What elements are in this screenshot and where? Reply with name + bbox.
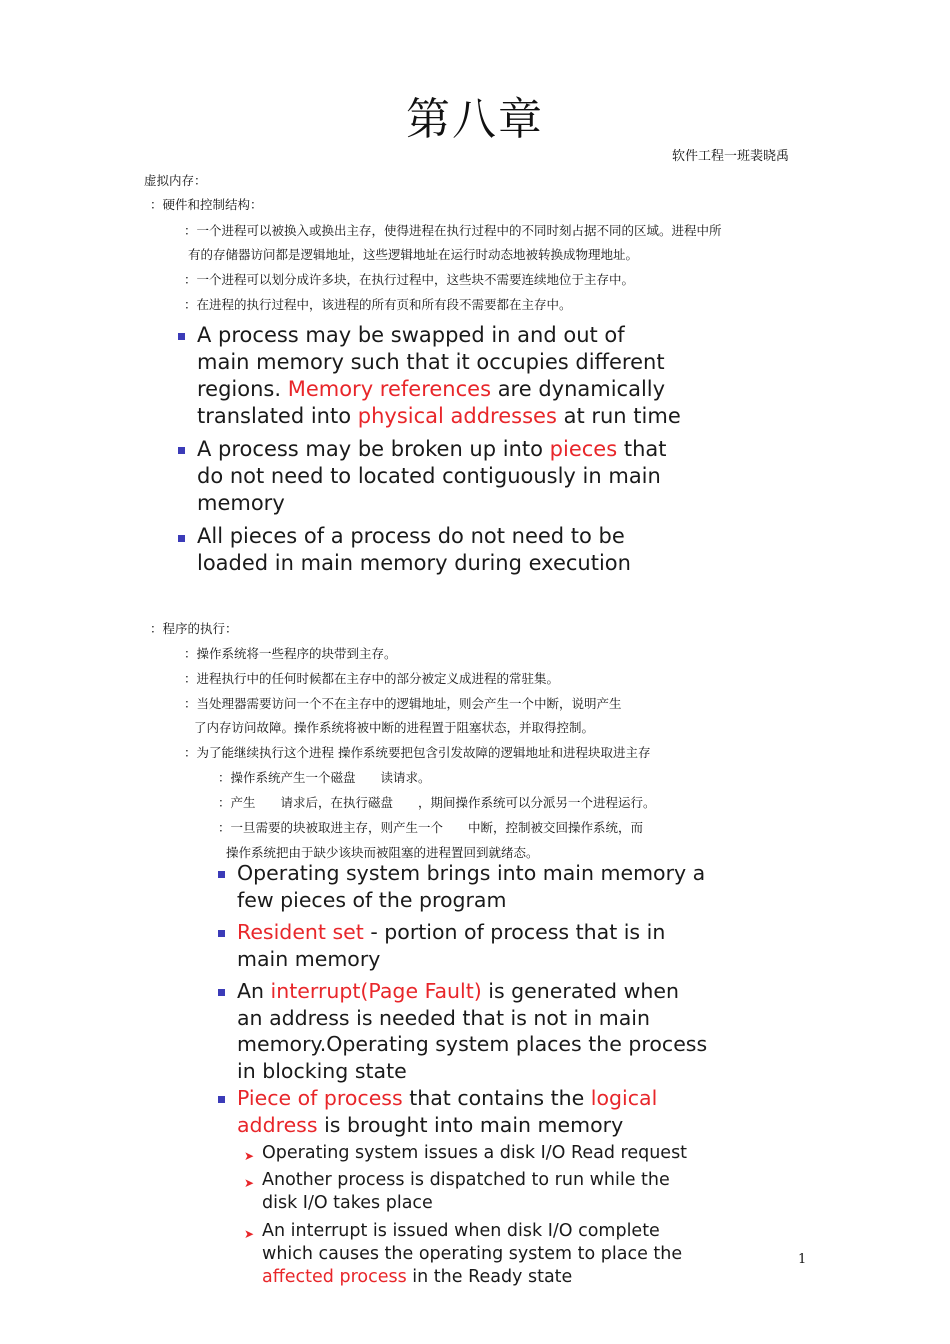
page-title: 第八章	[406, 94, 544, 145]
paragraph-q2: ：进程执行中的任何时候都在主存中的部分被定义成进程的常驻集。	[184, 671, 560, 686]
paragraph-q4: ：为了能继续执行这个进程 操作系统要把包含引发故障的逻辑地址和进程块取进主存	[184, 745, 651, 760]
paragraph-q3-cont: 了内存访问故障。操作系统将被中断的进程置于阻塞状态，并取得控制。	[194, 720, 595, 735]
bullet-icon	[218, 871, 225, 878]
slide2-bullet-1: Operating system brings into main memory a few pieces of the program	[237, 861, 706, 912]
paragraph-1: ：一个进程可以被换入或换出主存，使得进程在执行过程中的不同时刻占据不同的区域。进程中所	[184, 223, 722, 238]
bullet-icon	[218, 930, 225, 937]
slide2-sub-2: Another process is dispatched to run while the disk I/O takes place	[262, 1170, 670, 1213]
arrow-bullet-icon: ➤	[244, 1227, 255, 1241]
paragraph-q3: ：当处理器需要访问一个不在主存中的逻辑地址，则会产生一个中断，说明产生	[184, 696, 622, 711]
paragraph-r2: ：产生 请求后，在执行磁盘 ，期间操作系统可以分派另一个进程运行。	[218, 795, 656, 810]
slide1-bullet-3: All pieces of a process do not need to be loaded in main memory during execution	[197, 524, 631, 575]
author-line: 软件工程一班裴晓禹	[672, 149, 790, 164]
page-number: 1	[798, 1252, 807, 1267]
slide2-bullet-3: An interrupt(Page Fault) is generated when an address is needed that is not in main memory.Operating system places the process in blocking state	[237, 979, 708, 1083]
subsection-execution: ：程序的执行：	[150, 621, 238, 636]
bullet-icon	[178, 535, 185, 542]
slide2-sub-3: An interrupt is issued when disk I/O complete which causes the operating system to place the affected process in the Ready state	[262, 1221, 683, 1287]
paragraph-1-cont: 有的存储器访问都是逻辑地址，这些逻辑地址在运行时动态地被转换成物理地址。	[188, 247, 639, 262]
slide2-bullet-4: Piece of process that contains the logical address is brought into main memory	[237, 1086, 658, 1137]
paragraph-2: ：一个进程可以划分成许多块，在执行过程中，这些块不需要连续地位于主存中。	[184, 272, 635, 287]
paragraph-r1: ：操作系统产生一个磁盘 读请求。	[218, 770, 431, 785]
arrow-bullet-icon: ➤	[244, 1176, 255, 1190]
arrow-bullet-icon: ➤	[244, 1149, 255, 1163]
paragraph-r3-cont: 操作系统把由于缺少该块而被阻塞的进程置回到就绪态。	[226, 845, 539, 860]
paragraph-3: ：在进程的执行过程中，该进程的所有页和所有段不需要都在主存中。	[184, 297, 572, 312]
bullet-icon	[178, 447, 185, 454]
bullet-icon	[218, 989, 225, 996]
slide2-sub-1: Operating system issues a disk I/O Read request	[262, 1143, 688, 1163]
paragraph-r3: ：一旦需要的块被取进主存，则产生一个 中断，控制被交回操作系统，而	[218, 820, 644, 835]
subsection-hardware: ：硬件和控制结构：	[150, 197, 263, 212]
slide2-bullet-2: Resident set - portion of process that is in main memory	[237, 920, 666, 971]
paragraph-q1: ：操作系统将一些程序的块带到主存。	[184, 646, 397, 661]
slide1-bullet-2: A process may be broken up into pieces that do not need to located contiguously in main memory	[197, 437, 667, 515]
bullet-icon	[178, 333, 185, 340]
section-heading: 虚拟内存：	[144, 173, 207, 188]
bullet-icon	[218, 1096, 225, 1103]
slide1-bullet-1: A process may be swapped in and out of main memory such that it occupies different regions. Memory references are dynamically translated into physical addresses at run time	[197, 323, 681, 428]
